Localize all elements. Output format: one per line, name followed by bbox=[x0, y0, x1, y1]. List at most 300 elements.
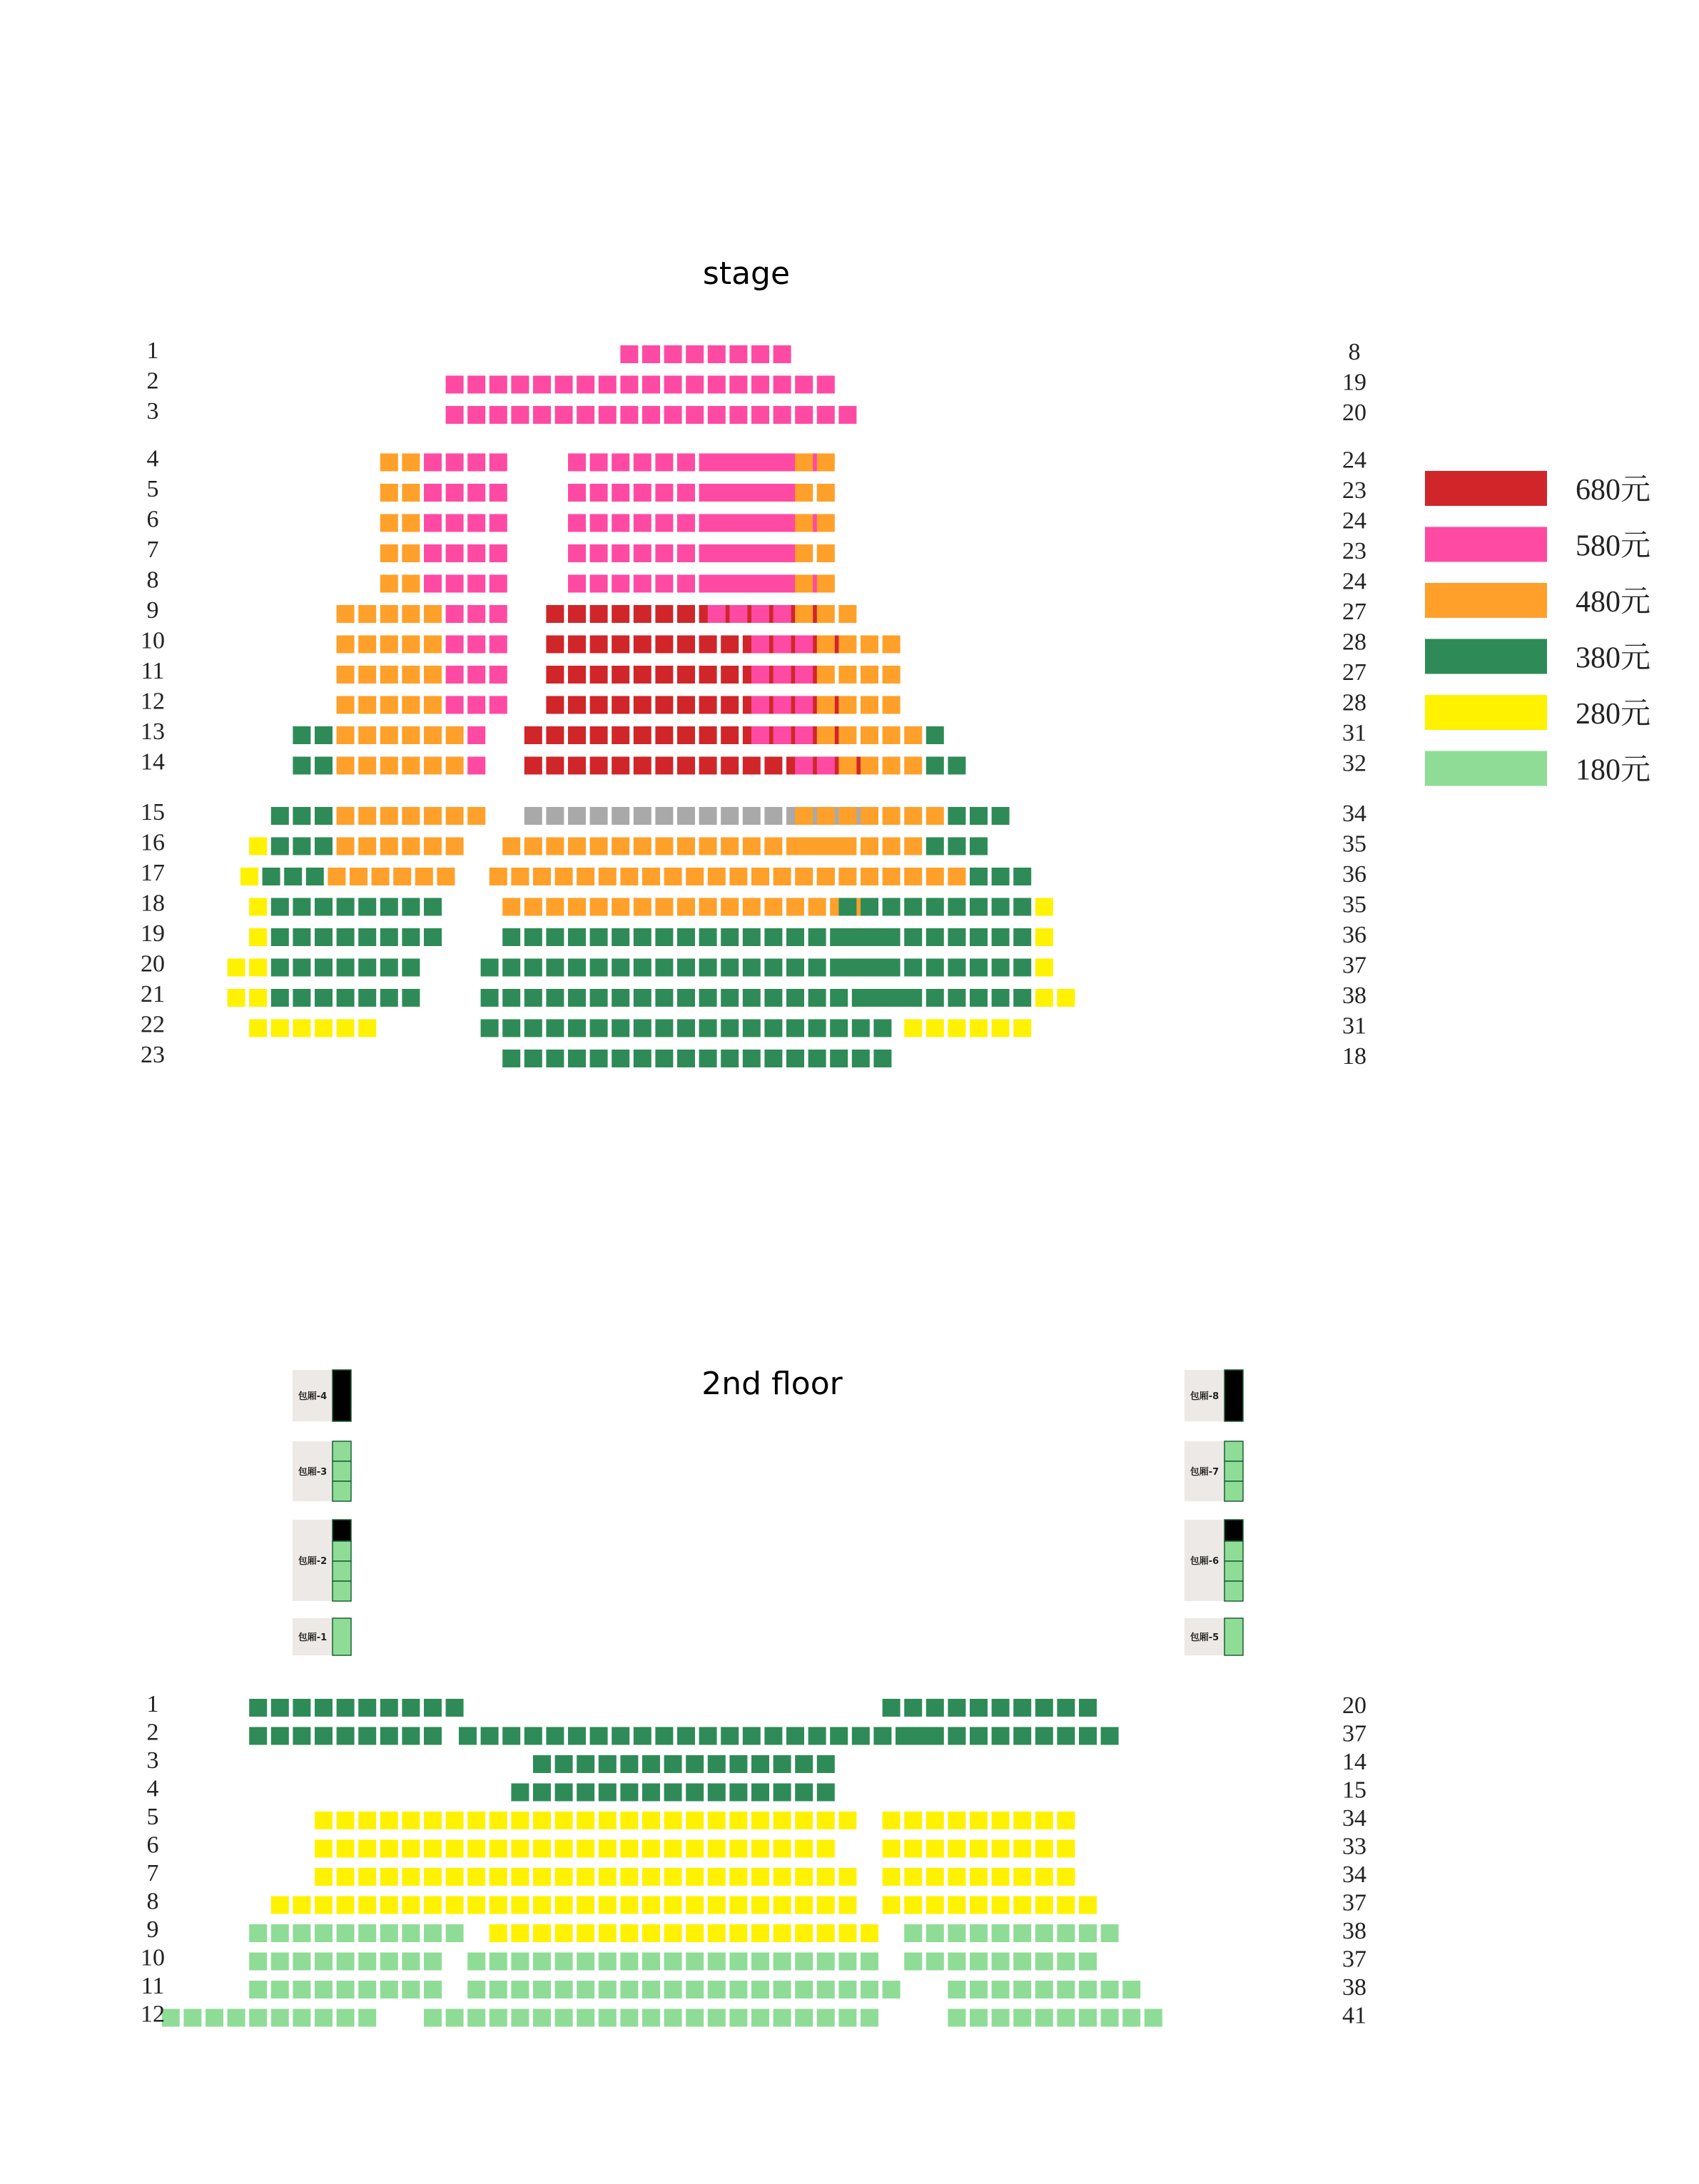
seat[interactable] bbox=[337, 1812, 355, 1829]
seat[interactable] bbox=[795, 868, 813, 885]
seat[interactable] bbox=[664, 1896, 682, 1914]
seat[interactable] bbox=[970, 1727, 988, 1745]
seat[interactable] bbox=[708, 376, 726, 394]
seat[interactable] bbox=[293, 1727, 310, 1745]
seat[interactable] bbox=[838, 868, 856, 885]
seat[interactable] bbox=[948, 2009, 965, 2027]
seat[interactable] bbox=[817, 1953, 835, 1971]
seat[interactable] bbox=[751, 345, 769, 363]
seat[interactable] bbox=[337, 1868, 355, 1886]
seat[interactable] bbox=[380, 1727, 398, 1745]
seat[interactable] bbox=[546, 898, 564, 916]
seat[interactable] bbox=[634, 514, 651, 532]
seat[interactable] bbox=[634, 636, 651, 654]
seat[interactable] bbox=[402, 605, 420, 623]
seat[interactable] bbox=[293, 807, 310, 825]
seat[interactable] bbox=[315, 838, 333, 855]
seat[interactable] bbox=[306, 868, 324, 885]
seat[interactable] bbox=[490, 1812, 507, 1829]
seat[interactable] bbox=[467, 1953, 485, 1971]
seat[interactable] bbox=[524, 726, 542, 744]
seat[interactable] bbox=[926, 1699, 944, 1717]
seat[interactable] bbox=[511, 1840, 529, 1858]
seat[interactable] bbox=[721, 928, 739, 946]
seat[interactable] bbox=[634, 605, 651, 623]
seat[interactable] bbox=[315, 898, 333, 916]
seat[interactable] bbox=[634, 1050, 651, 1067]
seat[interactable] bbox=[249, 1924, 267, 1942]
seat[interactable] bbox=[249, 838, 267, 855]
seat[interactable] bbox=[664, 2009, 682, 2027]
seat[interactable] bbox=[490, 1953, 507, 1971]
seat[interactable] bbox=[699, 1727, 717, 1745]
seat[interactable] bbox=[786, 898, 804, 916]
seat[interactable] bbox=[249, 1953, 267, 1971]
seat[interactable] bbox=[249, 928, 267, 946]
seat[interactable] bbox=[817, 575, 835, 593]
seat[interactable] bbox=[612, 757, 629, 775]
seat[interactable] bbox=[620, 868, 638, 885]
seat[interactable] bbox=[1101, 1981, 1119, 1998]
seat[interactable] bbox=[271, 2009, 289, 2027]
seat[interactable] bbox=[1057, 1953, 1075, 1971]
seat[interactable] bbox=[883, 1981, 901, 1998]
seat[interactable] bbox=[677, 605, 695, 623]
seat[interactable] bbox=[271, 1981, 289, 1998]
seat[interactable] bbox=[620, 2009, 638, 2027]
seat[interactable] bbox=[511, 1924, 529, 1942]
seat[interactable] bbox=[620, 1896, 638, 1914]
seat[interactable] bbox=[817, 2009, 835, 2027]
seat[interactable] bbox=[838, 726, 856, 744]
seat[interactable] bbox=[764, 838, 782, 855]
seat[interactable] bbox=[774, 2009, 791, 2027]
seat[interactable] bbox=[686, 2009, 704, 2027]
seat[interactable] bbox=[861, 1981, 878, 1998]
seat[interactable] bbox=[555, 1896, 573, 1914]
seat[interactable] bbox=[743, 838, 761, 855]
seat[interactable] bbox=[926, 807, 944, 825]
seat[interactable] bbox=[904, 1868, 922, 1886]
seat[interactable] bbox=[708, 1981, 726, 1998]
seat[interactable] bbox=[883, 1699, 901, 1717]
seat[interactable] bbox=[699, 636, 717, 654]
seat[interactable] bbox=[599, 1896, 617, 1914]
seat[interactable] bbox=[1035, 989, 1053, 1007]
seat[interactable] bbox=[481, 989, 499, 1007]
seat[interactable] bbox=[774, 1896, 791, 1914]
seat[interactable] bbox=[729, 345, 747, 363]
seat[interactable] bbox=[743, 989, 761, 1007]
seat[interactable] bbox=[743, 959, 761, 977]
seat[interactable] bbox=[926, 1812, 944, 1829]
seat[interactable] bbox=[446, 406, 464, 424]
seat[interactable] bbox=[315, 2009, 333, 2027]
seat[interactable] bbox=[533, 406, 551, 424]
seat[interactable] bbox=[795, 696, 813, 714]
seat[interactable] bbox=[612, 1050, 629, 1067]
seat[interactable] bbox=[992, 898, 1010, 916]
seat[interactable] bbox=[677, 1050, 695, 1067]
seat[interactable] bbox=[620, 1953, 638, 1971]
seat[interactable] bbox=[708, 514, 726, 532]
seat[interactable] bbox=[838, 636, 856, 654]
seat[interactable] bbox=[729, 484, 747, 502]
seat[interactable] bbox=[546, 696, 564, 714]
seat[interactable] bbox=[446, 1868, 464, 1886]
seat[interactable] bbox=[904, 1020, 922, 1037]
seat[interactable] bbox=[970, 928, 988, 946]
seat[interactable] bbox=[992, 868, 1010, 885]
seat[interactable] bbox=[817, 666, 835, 684]
seat[interactable] bbox=[795, 1755, 813, 1773]
seat[interactable] bbox=[883, 928, 901, 946]
seat[interactable] bbox=[446, 1840, 464, 1858]
seat[interactable] bbox=[751, 514, 769, 532]
seat[interactable] bbox=[655, 989, 673, 1007]
seat[interactable] bbox=[1079, 1727, 1097, 1745]
seat[interactable] bbox=[634, 454, 651, 472]
seat[interactable] bbox=[677, 666, 695, 684]
seat[interactable] bbox=[337, 605, 355, 623]
seat[interactable] bbox=[380, 1953, 398, 1971]
seat[interactable] bbox=[1013, 959, 1031, 977]
seat[interactable] bbox=[861, 928, 878, 946]
seat[interactable] bbox=[830, 989, 848, 1007]
seat[interactable] bbox=[380, 807, 398, 825]
seat[interactable] bbox=[664, 406, 682, 424]
seat[interactable] bbox=[568, 1727, 586, 1745]
seat[interactable] bbox=[293, 989, 310, 1007]
seat[interactable] bbox=[774, 1784, 791, 1802]
seat[interactable] bbox=[533, 1840, 551, 1858]
seat[interactable] bbox=[446, 605, 464, 623]
seat[interactable] bbox=[358, 605, 376, 623]
seat[interactable] bbox=[926, 959, 944, 977]
seat[interactable] bbox=[490, 1924, 507, 1942]
seat[interactable] bbox=[590, 898, 608, 916]
box-seat[interactable] bbox=[333, 1441, 351, 1461]
seat[interactable] bbox=[729, 514, 747, 532]
seat[interactable] bbox=[612, 898, 629, 916]
seat[interactable] bbox=[446, 454, 464, 472]
seat[interactable] bbox=[490, 514, 507, 532]
seat[interactable] bbox=[686, 406, 704, 424]
seat[interactable] bbox=[1057, 989, 1075, 1007]
seat[interactable] bbox=[424, 928, 442, 946]
seat[interactable] bbox=[634, 757, 651, 775]
seat[interactable] bbox=[795, 406, 813, 424]
seat[interactable] bbox=[533, 1924, 551, 1942]
seat[interactable] bbox=[751, 696, 769, 714]
seat[interactable] bbox=[992, 1699, 1010, 1717]
seat[interactable] bbox=[904, 989, 922, 1007]
seat[interactable] bbox=[817, 838, 835, 855]
seat[interactable] bbox=[240, 868, 258, 885]
seat[interactable] bbox=[838, 898, 856, 916]
seat[interactable] bbox=[677, 1020, 695, 1037]
seat[interactable] bbox=[970, 1924, 988, 1942]
seat[interactable] bbox=[664, 376, 682, 394]
seat[interactable] bbox=[729, 1755, 747, 1773]
seat[interactable] bbox=[655, 514, 673, 532]
box-seat[interactable] bbox=[1224, 1441, 1243, 1461]
seat[interactable] bbox=[424, 1840, 442, 1858]
seat[interactable] bbox=[795, 726, 813, 744]
seat[interactable] bbox=[883, 989, 901, 1007]
seat[interactable] bbox=[808, 928, 826, 946]
seat[interactable] bbox=[992, 959, 1010, 977]
seat[interactable] bbox=[620, 1924, 638, 1942]
seat[interactable] bbox=[612, 959, 629, 977]
seat[interactable] bbox=[642, 1784, 660, 1802]
seat[interactable] bbox=[708, 1812, 726, 1829]
seat[interactable] bbox=[568, 1050, 586, 1067]
seat[interactable] bbox=[1013, 1699, 1031, 1717]
seat[interactable] bbox=[555, 868, 573, 885]
seat[interactable] bbox=[861, 1924, 878, 1942]
seat[interactable] bbox=[883, 696, 901, 714]
seat[interactable] bbox=[664, 1868, 682, 1886]
seat[interactable] bbox=[948, 868, 965, 885]
seat[interactable] bbox=[743, 928, 761, 946]
seat[interactable] bbox=[861, 838, 878, 855]
seat[interactable] bbox=[926, 868, 944, 885]
seat[interactable] bbox=[568, 454, 586, 472]
seat[interactable] bbox=[838, 2009, 856, 2027]
seat[interactable] bbox=[380, 514, 398, 532]
seat[interactable] bbox=[467, 406, 485, 424]
seat[interactable] bbox=[838, 1812, 856, 1829]
seat[interactable] bbox=[402, 696, 420, 714]
seat[interactable] bbox=[708, 454, 726, 472]
seat[interactable] bbox=[620, 1755, 638, 1773]
seat[interactable] bbox=[358, 959, 376, 977]
seat[interactable] bbox=[904, 838, 922, 855]
seat[interactable] bbox=[948, 1896, 965, 1914]
seat[interactable] bbox=[402, 1840, 420, 1858]
seat[interactable] bbox=[1035, 959, 1053, 977]
seat[interactable] bbox=[402, 807, 420, 825]
seat[interactable] bbox=[861, 1953, 878, 1971]
seat[interactable] bbox=[402, 514, 420, 532]
seat[interactable] bbox=[795, 636, 813, 654]
seat[interactable] bbox=[729, 1953, 747, 1971]
seat[interactable] bbox=[590, 1020, 608, 1037]
seat[interactable] bbox=[467, 636, 485, 654]
seat[interactable] bbox=[634, 838, 651, 855]
box-seat[interactable] bbox=[1224, 1481, 1243, 1501]
seat[interactable] bbox=[402, 959, 420, 977]
seat[interactable] bbox=[708, 1840, 726, 1858]
seat[interactable] bbox=[1079, 1981, 1097, 1998]
seat[interactable] bbox=[424, 1924, 442, 1942]
seat[interactable] bbox=[380, 757, 398, 775]
seat[interactable] bbox=[555, 1840, 573, 1858]
seat[interactable] bbox=[852, 1727, 870, 1745]
seat[interactable] bbox=[774, 484, 791, 502]
seat[interactable] bbox=[751, 376, 769, 394]
seat[interactable] bbox=[729, 1868, 747, 1886]
seat[interactable] bbox=[358, 989, 376, 1007]
seat[interactable] bbox=[677, 454, 695, 472]
seat[interactable] bbox=[337, 1981, 355, 1998]
seat[interactable] bbox=[948, 838, 965, 855]
seat[interactable] bbox=[337, 757, 355, 775]
seat[interactable] bbox=[795, 544, 813, 562]
seat[interactable] bbox=[795, 1924, 813, 1942]
seat[interactable] bbox=[883, 1840, 901, 1858]
seat[interactable] bbox=[337, 989, 355, 1007]
seat[interactable] bbox=[873, 1050, 891, 1067]
seat[interactable] bbox=[293, 1953, 310, 1971]
seat[interactable] bbox=[786, 1727, 804, 1745]
seat[interactable] bbox=[948, 807, 965, 825]
seat[interactable] bbox=[655, 544, 673, 562]
seat[interactable] bbox=[926, 989, 944, 1007]
seat[interactable] bbox=[577, 1868, 594, 1886]
seat[interactable] bbox=[372, 868, 390, 885]
seat[interactable] bbox=[358, 636, 376, 654]
seat[interactable] bbox=[655, 636, 673, 654]
seat[interactable] bbox=[358, 898, 376, 916]
seat[interactable] bbox=[1057, 2009, 1075, 2027]
seat[interactable] bbox=[743, 898, 761, 916]
seat[interactable] bbox=[467, 514, 485, 532]
seat[interactable] bbox=[524, 1020, 542, 1037]
seat[interactable] bbox=[664, 1924, 682, 1942]
seat[interactable] bbox=[315, 1924, 333, 1942]
seat[interactable] bbox=[612, 726, 629, 744]
seat[interactable] bbox=[838, 696, 856, 714]
seat[interactable] bbox=[808, 1727, 826, 1745]
seat[interactable] bbox=[337, 1840, 355, 1858]
seat[interactable] bbox=[751, 1840, 769, 1858]
seat[interactable] bbox=[774, 666, 791, 684]
seat[interactable] bbox=[502, 838, 520, 855]
seat[interactable] bbox=[642, 868, 660, 885]
seat[interactable] bbox=[642, 1896, 660, 1914]
seat[interactable] bbox=[838, 1953, 856, 1971]
seat[interactable] bbox=[926, 1727, 944, 1745]
seat[interactable] bbox=[424, 1896, 442, 1914]
seat[interactable] bbox=[677, 1727, 695, 1745]
seat[interactable] bbox=[830, 1020, 848, 1037]
seat[interactable] bbox=[774, 1755, 791, 1773]
seat[interactable] bbox=[677, 544, 695, 562]
seat[interactable] bbox=[577, 1981, 594, 1998]
seat[interactable] bbox=[948, 1727, 965, 1745]
seat[interactable] bbox=[1013, 1727, 1031, 1745]
seat[interactable] bbox=[568, 757, 586, 775]
seat[interactable] bbox=[555, 1784, 573, 1802]
seat[interactable] bbox=[1057, 1812, 1075, 1829]
seat[interactable] bbox=[904, 1924, 922, 1942]
seat[interactable] bbox=[838, 959, 856, 977]
seat[interactable] bbox=[511, 1896, 529, 1914]
seat[interactable] bbox=[337, 2009, 355, 2027]
seat[interactable] bbox=[249, 2009, 267, 2027]
seat[interactable] bbox=[642, 1868, 660, 1886]
seat[interactable] bbox=[380, 959, 398, 977]
seat[interactable] bbox=[524, 1727, 542, 1745]
seat[interactable] bbox=[721, 1727, 739, 1745]
seat[interactable] bbox=[774, 454, 791, 472]
seat[interactable] bbox=[883, 726, 901, 744]
seat[interactable] bbox=[271, 838, 289, 855]
seat[interactable] bbox=[1035, 2009, 1053, 2027]
seat[interactable] bbox=[446, 666, 464, 684]
seat[interactable] bbox=[774, 1981, 791, 1998]
seat[interactable] bbox=[729, 868, 747, 885]
seat[interactable] bbox=[568, 959, 586, 977]
seat[interactable] bbox=[721, 959, 739, 977]
seat[interactable] bbox=[795, 807, 813, 825]
seat[interactable] bbox=[729, 1924, 747, 1942]
seat[interactable] bbox=[577, 1840, 594, 1858]
seat[interactable] bbox=[786, 989, 804, 1007]
seat[interactable] bbox=[568, 989, 586, 1007]
seat[interactable] bbox=[612, 575, 629, 593]
seat[interactable] bbox=[764, 1020, 782, 1037]
seat[interactable] bbox=[524, 898, 542, 916]
seat[interactable] bbox=[337, 1020, 355, 1037]
seat[interactable] bbox=[686, 1924, 704, 1942]
seat[interactable] bbox=[402, 1868, 420, 1886]
seat[interactable] bbox=[568, 666, 586, 684]
seat[interactable] bbox=[1035, 1699, 1053, 1717]
seat[interactable] bbox=[293, 928, 310, 946]
seat[interactable] bbox=[533, 2009, 551, 2027]
seat[interactable] bbox=[708, 1755, 726, 1773]
seat[interactable] bbox=[546, 757, 564, 775]
seat[interactable] bbox=[861, 2009, 878, 2027]
seat[interactable] bbox=[524, 1050, 542, 1067]
seat[interactable] bbox=[183, 2009, 201, 2027]
seat[interactable] bbox=[590, 959, 608, 977]
seat[interactable] bbox=[708, 1924, 726, 1942]
seat[interactable] bbox=[533, 1755, 551, 1773]
seat[interactable] bbox=[721, 636, 739, 654]
seat[interactable] bbox=[380, 1896, 398, 1914]
seat[interactable] bbox=[380, 454, 398, 472]
box-seat[interactable] bbox=[1224, 1581, 1243, 1601]
seat[interactable] bbox=[424, 696, 442, 714]
seat[interactable] bbox=[599, 1840, 617, 1858]
seat[interactable] bbox=[467, 1812, 485, 1829]
seat[interactable] bbox=[664, 1755, 682, 1773]
seat[interactable] bbox=[568, 696, 586, 714]
seat[interactable] bbox=[795, 376, 813, 394]
seat[interactable] bbox=[677, 514, 695, 532]
seat[interactable] bbox=[524, 838, 542, 855]
seat[interactable] bbox=[511, 2009, 529, 2027]
seat[interactable] bbox=[490, 696, 507, 714]
seat[interactable] bbox=[1122, 1981, 1140, 1998]
seat[interactable] bbox=[677, 726, 695, 744]
seat[interactable] bbox=[315, 1727, 333, 1745]
seat[interactable] bbox=[524, 959, 542, 977]
seat[interactable] bbox=[620, 1840, 638, 1858]
seat[interactable] bbox=[358, 666, 376, 684]
seat[interactable] bbox=[904, 1953, 922, 1971]
seat[interactable] bbox=[686, 1868, 704, 1886]
seat[interactable] bbox=[380, 636, 398, 654]
seat[interactable] bbox=[774, 726, 791, 744]
seat[interactable] bbox=[830, 1727, 848, 1745]
seat[interactable] bbox=[467, 376, 485, 394]
seat[interactable] bbox=[655, 666, 673, 684]
